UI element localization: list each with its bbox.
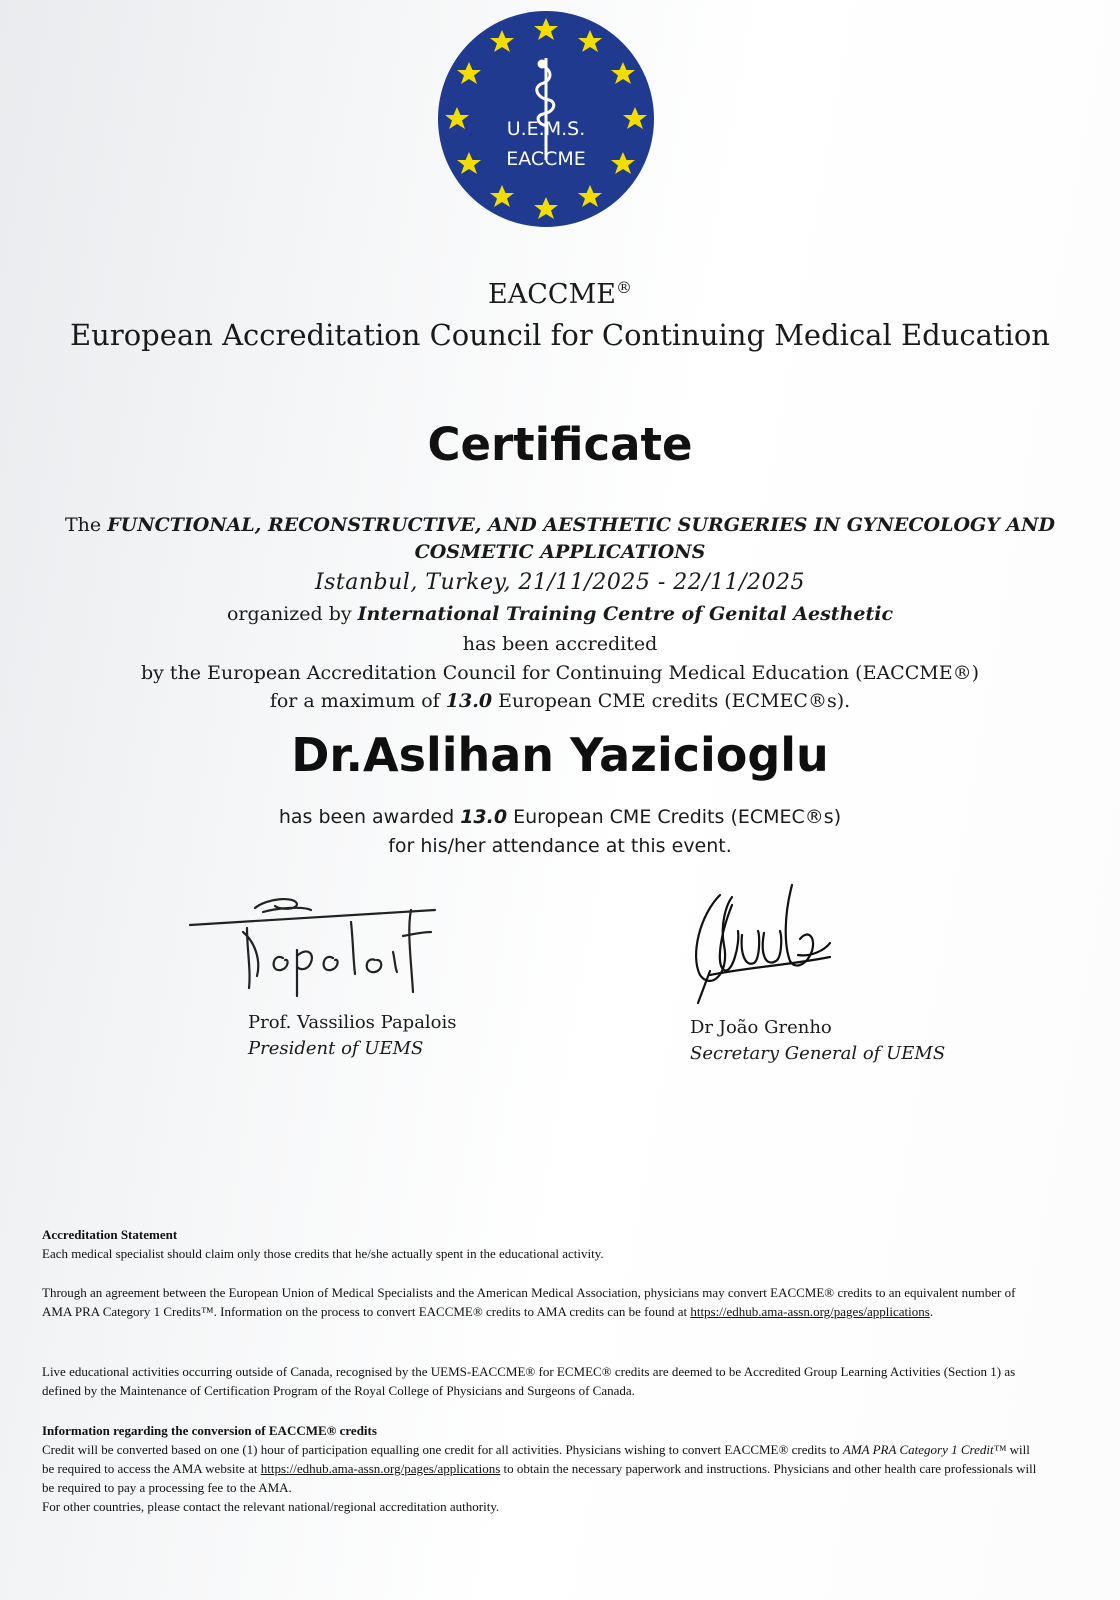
ama-conversion-paragraph: Through an agreement between the European Union of Medical Specialists and the American Medical Association, physicians may convert EACCME® credits to an equivalent number of AMA PRA Category 1 Credits™. Information on the process to convert EACCME® credits to AMA credits can be found at https://edhub.ama-assn.org/pages/applications. bbox=[42, 1285, 1016, 1319]
signatory-2-role: Secretary General of UEMS bbox=[690, 1043, 946, 1064]
accreditation-text: Each medical specialist should claim only those credits that he/she actually spent in the educational activity. bbox=[42, 1246, 604, 1261]
awarded-credits-value: 13.0 bbox=[460, 806, 508, 828]
signatory-1-role: President of UEMS bbox=[248, 1038, 424, 1059]
max-credits-line: for a maximum of 13.0 European CME credits (ECMEC®s). bbox=[269, 690, 851, 712]
event-location-dates: Istanbul, Turkey, 21/11/2025 - 22/11/2025 bbox=[314, 570, 806, 595]
max-credits-value: 13.0 bbox=[445, 690, 493, 712]
awarded-line: has been awarded 13.0 European CME Credits (ECMEC®s) bbox=[278, 806, 842, 828]
signatory-1-name: Prof. Vassilios Papalois bbox=[248, 1012, 457, 1033]
other-countries-text: For other countries, please contact the relevant national/regional accreditation authority. bbox=[42, 1499, 500, 1514]
org-long-name: European Accreditation Council for Continuing Medical Education bbox=[70, 318, 1050, 352]
logo-text-uems: U.E.M.S. bbox=[506, 118, 586, 140]
conversion-heading: Information regarding the conversion of EACCME® credits bbox=[42, 1423, 377, 1438]
event-title: The FUNCTIONAL, RECONSTRUCTIVE, AND AESTHETIC SURGERIES IN GYNECOLOGY AND COSMETIC APPLICATIONS bbox=[64, 514, 1055, 563]
accreditation-heading: Accreditation Statement bbox=[42, 1227, 178, 1242]
signature-grenho bbox=[680, 875, 850, 1015]
signature-papalois bbox=[185, 880, 465, 1020]
conversion-link[interactable]: https://edhub.ama-assn.org/pages/applications bbox=[260, 1461, 501, 1476]
event-title-line2: COSMETIC APPLICATIONS bbox=[414, 541, 706, 563]
attendance-line: for his/her attendance at this event. bbox=[388, 835, 732, 857]
organizer-line: organized by International Training Centre of Genital Aesthetic bbox=[226, 603, 894, 625]
recipient-name: Dr.Aslihan Yazicioglu bbox=[291, 728, 829, 782]
certificate-title: Certificate bbox=[427, 418, 693, 471]
accrediting-body-line: by the European Accreditation Council for Continuing Medical Education (EACCME®) bbox=[141, 662, 979, 684]
conversion-info: Information regarding the conversion of EACCME® credits Credit will be converted based on one (1) hour of participation equalling one credit for all activities. Physicians wishing to convert EACCME® credits to AMA PRA Category 1 Credit™ will be required to access the AMA website at https://edhub.ama-assn.org/pages/applications to obtain the necessary paperwork and instructions. Physicians and other health care professionals will be required to pay a processing fee to the AMA. For other countries, please contact the relevant national/regional accreditation authority. bbox=[42, 1421, 1042, 1516]
organizer-name: International Training Centre of Genital Aesthetic bbox=[357, 603, 894, 625]
signatory-2-name: Dr João Grenho bbox=[690, 1017, 832, 1038]
uems-eaccme-logo bbox=[437, 10, 655, 228]
accredited-line: has been accredited bbox=[462, 633, 658, 655]
ama-link[interactable]: https://edhub.ama-assn.org/pages/applications bbox=[690, 1304, 930, 1319]
event-title-line1: FUNCTIONAL, RECONSTRUCTIVE, AND AESTHETIC SURGERIES IN GYNECOLOGY AND bbox=[107, 514, 1055, 536]
canada-paragraph: Live educational activities occurring outside of Canada, recognised by the UEMS-EACCME® for ECMEC® credits are deemed to be Accredited Group Learning Activities (Section 1) as defined by the Maintenance of Certification Program of the Royal College of Physicians and Surgeons of Canada. bbox=[42, 1364, 1016, 1398]
logo-text-eaccme: EACCME bbox=[506, 148, 586, 170]
accreditation-statement bbox=[42, 1225, 1042, 1263]
org-short-name: EACCME® bbox=[488, 278, 632, 310]
